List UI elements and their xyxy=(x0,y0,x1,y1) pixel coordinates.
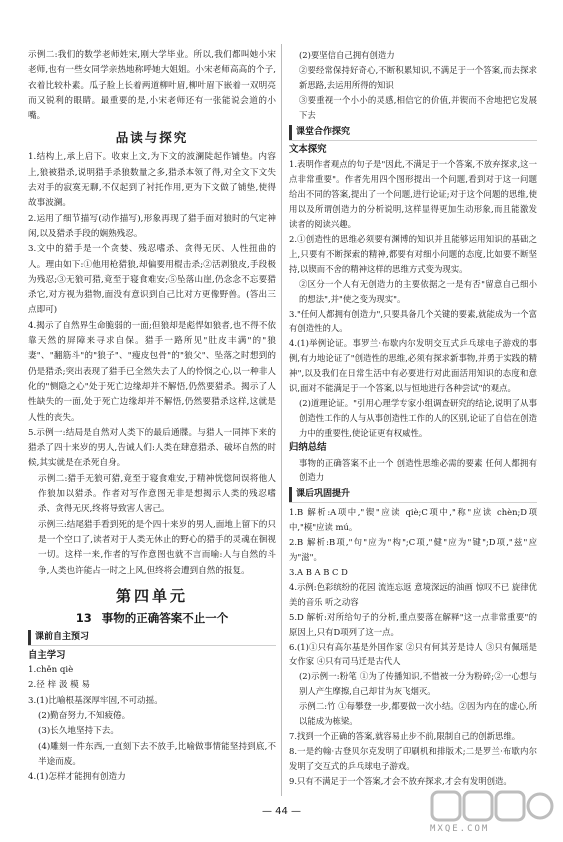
lesson-name: 事物的正确答案不止一个 xyxy=(101,610,229,625)
left-column xyxy=(28,48,276,785)
answer-item: 示例二:猎手无狼可猎,竟至于寝食难安,于精神恍惚间误将他人作狼加以猎杀。作者对写作意图无非是想揭示人类的残忍嗜杀、贪得无厌,终将导致害人害己。 xyxy=(38,473,276,515)
text-study-list xyxy=(289,157,537,440)
paragraph: 示例二:我们的数学老师姓宋,刚大学毕业。所以,我们都叫她小宋老师,也有一些女同学亲热地称呼她大姐姐。小宋老师高高的个子,衣着比较朴素。瓜子脸上长着两道柳叶眉,柳叶眉下嵌着一双明亮而又锐利的眼睛。最重要的是,小宋老师还有一张能说会道的小嘴。 xyxy=(28,50,276,122)
summary-list xyxy=(289,456,537,486)
header-after-class-label: 课后巩固提升 xyxy=(289,487,354,502)
left-answer-list xyxy=(28,150,276,578)
text-study-item: ②区分一个人有无创造力的主要依据之一是有否"留意自己细小的想法",并"使之变为现实"。 xyxy=(299,278,537,304)
header-in-class xyxy=(289,125,537,141)
unit-title: 第四单元 xyxy=(115,586,188,605)
answer-item: 5.示例一:结局是自然对人类下的最后通牒。与猎人一同摔下来的猎杀了四十来岁的男人,告诫人们:人类在肆意猎杀、破坏自然的时候,其实就是在杀死自身。 xyxy=(28,427,276,469)
watermark-logo xyxy=(430,790,555,838)
after-class-item: 2.B 解析:B项,"句"应为"构";C项,"健"应为"键";D项,"兹"应为"滋"。 xyxy=(289,537,537,563)
subheader-self-study: 自主学习 xyxy=(28,649,66,661)
text-study-item: 3."任何人都拥有创造力",只要具备几个关键的要素,就能成为一个富有创造性的人。 xyxy=(289,308,537,334)
self-study-item: 3.(1)比喻根基深厚牢固,不可动摇。 xyxy=(28,695,163,706)
answer-item: 4.揭示了自然界生命脆弱的一面;但狼却是彪悍如狼者,也不得不依靠天然的屏障来寻求自保。猎手一路所见"肚皮丰满"的"狼妻"、"翻筋斗"的"狼子"、"瘦皮包骨"的"狼父"、坠落之时想到的仍是猎杀;突出表现了猎手已全然失去了人的怜悯之心,以一种非人化的"恻隐之心"处于死亡边缘却并不解悟,仍然要猎杀。揭示了人性缺失的一面,处于死亡边缘却并不解悟,仍然要猎杀这样,这就是人性的丧失。 xyxy=(28,320,276,423)
subheader-text-study: 文本探究 xyxy=(289,143,327,155)
list-item: ③要重视一个小小的灵感,相信它的价值,并锲而不舍地把它发展下去 xyxy=(299,94,537,120)
self-study-item: 4.(1)怎样才能拥有创造力 xyxy=(28,772,126,783)
self-study-item: (3)长久地坚持下去。 xyxy=(38,726,119,737)
after-class-item: (2)示例一:粉笔 ①为了传播知识,不惜被一分为粉碎;②一心想与别人产生摩擦,自己却甘为灰飞烟灭。 xyxy=(299,671,537,697)
after-class-item: 8.一是约翰·古登贝尔克发明了印刷机和排版术;二是罗兰·布歇内尔发明了交互式的乒乓球电子游戏。 xyxy=(289,745,537,771)
section-title: 品读与探究 xyxy=(115,130,189,146)
after-class-item: 3.A B A B C D xyxy=(289,567,348,577)
text-study-item: 1.表明作者观点的句子是"因此,不满足于一个答案,不放弃探求,这一点非常重要"。作者先用四个图形提出一个问题,看到对于这一问题给出不同的答案,提出了一个问题,进行论证;对于这个问题的思维,使用以及所谓创造力的分析说明,这样显得更加生动形象,而且能激发读者的阅读兴趣。 xyxy=(289,159,537,230)
page-number: — 44 — xyxy=(261,806,302,817)
lesson-number: 13 xyxy=(75,610,92,625)
subheader-summary: 归纳总结 xyxy=(289,441,327,453)
right-column xyxy=(289,48,537,789)
answer-item: 示例三:结尾猎手看到死的是个四十来岁的男人,面地上留下的只是一个空口了,读者对于人类无休止的野心的猎手的灵魂在徊视一切。这样一来,作者的写作意图也就不言而喻:人与自然的斗争,人类也许能占一时之上风,但终将会遭到自然的报复。 xyxy=(38,519,276,576)
after-class-item: 1.B 解析:A项中,"锲"应读 qiè;C项中,"称"应读 chèn;D项中,"模"应读 mú。 xyxy=(289,507,537,533)
lesson-title xyxy=(28,609,276,628)
text-study-item: 4.(1)举例论证。事罗兰·布歇内尔发明交互式乒乓球电子游戏的事例,有力地论证了"创造性的思维,必须有探求新事物,并勇于实践的精神",以及我们在日常生活中有必要进行对此面活用知识的态度和意识,面对不能满足于一个答案,以与恒地进行各种尝试"的观点。 xyxy=(289,338,537,394)
after-class-item: 示例二:竹 ①每攀登一步,都要做一次小结。②因为内在的虚心,所以能成为栋梁。 xyxy=(299,701,537,727)
header-after-class xyxy=(289,487,537,503)
right-intro-list xyxy=(289,48,537,123)
summary-line: 事物的正确答案不止一个 创造性思维必需的要素 任何人都拥有创造力 xyxy=(299,457,537,483)
header-in-class-label: 课堂合作探究 xyxy=(289,125,354,140)
left-intro-paragraphs xyxy=(28,48,276,124)
answer-item: 3.文中的猎手是一个贪婪、残忍嗜杀、贪得无厌、人性扭曲的人。理由如下:①他用枪猎狼,却偏要用棍击杀;②活剥狼皮,手段极为残忍;③无狼可猎,竟至于寝食难安;⑤坠落山崖,仍念念不忘要猎杀它,对方视为猎物,面没有意识到自己比对方更像野兽。(答出三点即可) xyxy=(28,244,276,316)
list-item: ②要经常保持好奇心,不断积累知识,不满足于一个答案,而去探求新思路,去运用所得的知识 xyxy=(299,64,537,90)
self-study-item: (4)雕刻一件东西,一直刻下去不放手,比喻做事情能坚持到底,不半途而废。 xyxy=(38,741,276,767)
after-class-list xyxy=(289,505,537,788)
list-item: (2)要坚信自己拥有创造力 xyxy=(299,50,395,60)
self-study-list xyxy=(28,663,276,785)
self-study-item: (2)勤奋努力,不知疲倦。 xyxy=(38,710,131,721)
column-divider xyxy=(281,44,282,796)
text-study-item: (2)道理论证。"引用心理学专家小组调查研究的结论,说明了从事创造性工作的人与从事创造性工作的人的区别,论证了自信在创造力中的重要性,使论证更有权威性。 xyxy=(299,397,537,438)
after-class-item: 7.找到一个正确的答案,就容易止步不前,限制自己的创新思维。 xyxy=(289,730,521,741)
after-class-item: 6.(1)①只有高尔基是外国作家 ②只有何其芳是诗人 ③只有佩瑶是女作家 ④只有司马迁是古代人 xyxy=(289,641,537,667)
header-pre-class-label: 课前自主预习 xyxy=(28,630,93,645)
answer-item: 1.结构上,承上启下。收束上文,为下文的波澜陡起作铺垫。内容上,狼被猎杀,说明猎手杀狼数量之多,猎杀本领了得,对全文下文失去对手的寂寞无聊,不仅起到了衬托作用,更为下文做了铺垫,使得故事波澜。 xyxy=(28,152,276,209)
text-study-item: 2.①创造性的思维必须要有渊博的知识并且能够运用知识的基础之上,只要有不断探索的精神,都要有对细小问题的态度,比如要不断坚持,以锲而不舍的精神这样的思维方式变为现实。 xyxy=(289,233,537,274)
self-study-item: 2.径 梓 汲 模 易 xyxy=(28,680,91,691)
after-class-item: 9.只有不满足于一个答案,才会不放弃探求,才会有发明创造。 xyxy=(289,775,512,786)
after-class-item: 5.D 解析:对所给句子的分析,重点要落在解释"这一点非常重要"的原因上,只有D项列了这一点。 xyxy=(289,611,537,637)
self-study-item: 1.chěn qiè xyxy=(28,665,74,676)
watermark-text: MXQE.COM xyxy=(430,823,490,834)
answer-item: 2.运用了细节描写(动作描写),形象再现了猎手面对狼时的气定神闲,以及猎杀手段的娴熟残忍。 xyxy=(28,213,276,239)
after-class-item: 4.示例:色彩缤纷的花园 流连忘返 意境深远的油画 惊叹不已 旋律优美的音乐 听之动容 xyxy=(289,581,537,607)
header-pre-class xyxy=(28,630,276,646)
